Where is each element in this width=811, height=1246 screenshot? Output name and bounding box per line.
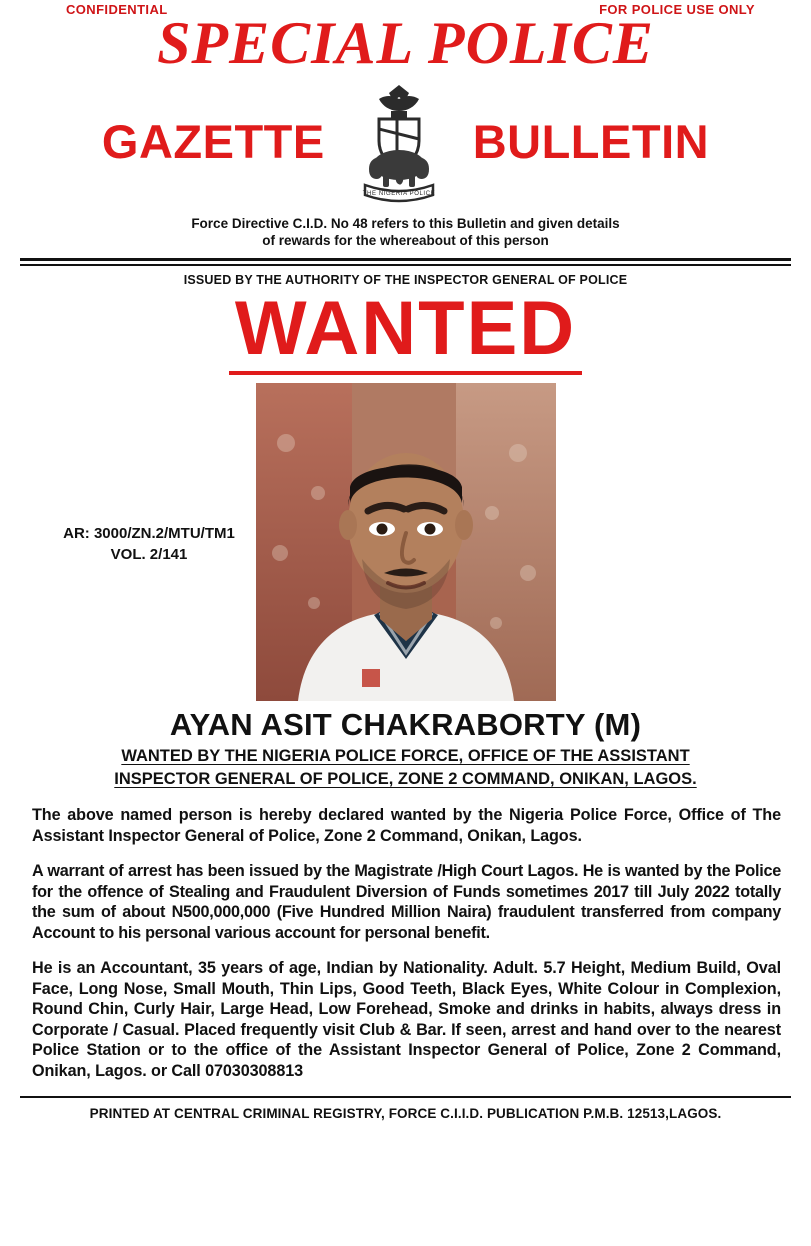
reference-line-1: AR: 3000/ZN.2/MTU/TM1	[63, 525, 235, 542]
suspect-name: AYAN ASIT CHAKRABORTY (M)	[169, 707, 642, 742]
wanted-by-subtitle	[18, 745, 793, 791]
wanted-by-line-2: INSPECTOR GENERAL OF POLICE, ZONE 2 COMMAND, ONIKAN, LAGOS.	[114, 770, 697, 788]
footer-divider	[20, 1096, 791, 1098]
masthead-bulletin: BULLETIN	[472, 115, 710, 168]
wanted-by-line-1: WANTED BY THE NIGERIA POLICE FORCE, OFFICE OF THE ASSISTANT	[121, 747, 690, 765]
suspect-photo	[256, 383, 556, 701]
masthead-title: SPECIAL POLICE	[157, 10, 654, 76]
issued-by-label: ISSUED BY THE AUTHORITY OF THE INSPECTOR GENERAL OF POLICE	[183, 273, 628, 287]
masthead-gazette: GAZETTE	[101, 115, 325, 168]
force-directive-line-1: Force Directive C.I.D. No 48 refers to this Bulletin and given details	[191, 216, 620, 231]
confidential-label: CONFIDENTIAL	[66, 2, 168, 17]
police-use-only-label: FOR POLICE USE ONLY	[599, 2, 755, 17]
reference-number	[54, 523, 244, 565]
svg-text:THE NIGERIA POLICE: THE NIGERIA POLICE	[362, 191, 435, 197]
nigeria-police-crest-icon	[335, 81, 463, 209]
paragraph-2: A warrant of arrest has been issued by the Magistrate /High Court Lagos. He is wanted by the Police for the offence of Stealing and Fraudulent Diversion of Funds sometimes 2017 till July 2022 totally the sum of about N500,000,000 (Five Hundred Million Naira) fraudulent transferred from company Account to his personal various account for personal benefit.	[32, 862, 781, 942]
wanted-headline: WANTED	[229, 289, 582, 375]
masthead	[18, 10, 793, 209]
body-text	[18, 805, 793, 1081]
masthead-second-line	[18, 75, 793, 209]
reference-line-2: VOL. 2/141	[110, 546, 188, 563]
divider-double-rule	[20, 258, 791, 266]
footer-text: PRINTED AT CENTRAL CRIMINAL REGISTRY, FORCE C.I.I.D. PUBLICATION P.M.B. 12513,LAGOS.	[89, 1106, 722, 1121]
paragraph-3: He is an Accountant, 35 years of age, Indian by Nationality. Adult. 5.7 Height, Medium Build, Oval Face, Long Nose, Small Mouth, Thin Lips, Good Teeth, Black Eyes, White Colour in Complexion, Round Chin, Curly Hair, Large Head, Low Forehead, Smoke and drinks in habits, always dress in Corporate / Casual. Placed frequently visit Club & Bar. If seen, arrest and hand over to the nearest Police Station or to the office of the Assistant Inspector General of Police, Zone 2 Command, Onikan, Lagos. or Call 07030308813	[32, 959, 781, 1080]
photo-block	[18, 383, 793, 701]
headline-wrap	[18, 286, 793, 375]
force-directive-line-2: of rewards for the whereabout of this person	[262, 233, 549, 248]
force-directive-text	[18, 215, 793, 249]
paragraph-1: The above named person is hereby declared wanted by the Nigeria Police Force, Office of The Assistant Inspector General of Police, Zone 2 Command, Onikan, Lagos.	[32, 806, 781, 845]
